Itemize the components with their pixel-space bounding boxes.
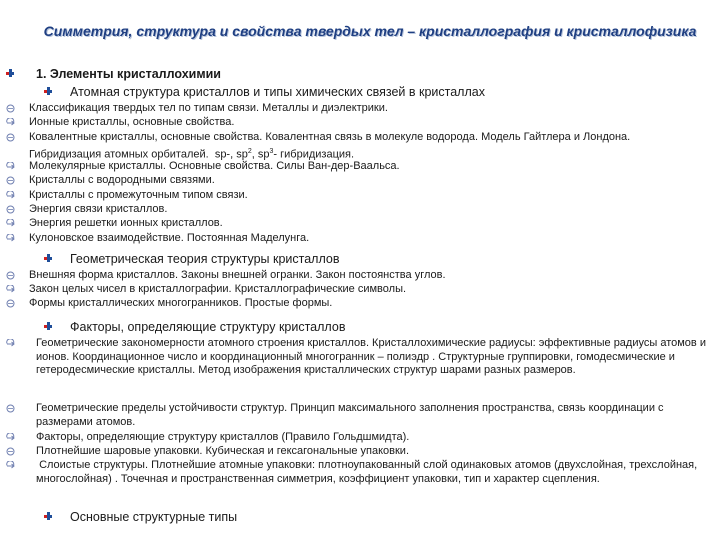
link-arrow-icon[interactable] bbox=[6, 234, 15, 243]
hybrid-suffix: - гибридизация. bbox=[273, 148, 355, 161]
list-item[interactable]: Ионные кристаллы, основные свойства. bbox=[29, 116, 235, 128]
subsection-heading: Геометрическая теория структуры кристаллов bbox=[70, 252, 340, 266]
list-item[interactable]: Слоистые структуры. Плотнейшие атомные упаковки: плотноупакованный слой одинаковых атомов (двухслойная, трехслойная, многослойная) . Точечная и пространственная симметрия, коэффициент упаковки, тип и характер сцепления. bbox=[36, 459, 701, 485]
hybrid-sp: sp-, bbox=[214, 148, 234, 161]
link-circle-icon[interactable] bbox=[6, 176, 15, 185]
section-heading: 1. Элементы кристаллохимии bbox=[36, 67, 221, 81]
subsection-heading: Факторы, определяющие структуру кристаллов bbox=[70, 320, 346, 334]
hybrid-sp2: sp bbox=[236, 148, 248, 161]
page-title: Симметрия, структура и свойства твердых тел – кристаллография и кристаллофизика bbox=[43, 23, 697, 39]
square-bullet-icon bbox=[44, 322, 52, 330]
list-item[interactable]: Плотнейшие шаровые упаковки. Кубическая и гексагональные упаковки. bbox=[36, 445, 410, 457]
link-arrow-icon[interactable] bbox=[6, 118, 15, 127]
link-circle-icon[interactable] bbox=[6, 404, 15, 413]
square-bullet-icon bbox=[44, 87, 52, 95]
list-item[interactable]: Энергия решетки ионных кристаллов. bbox=[29, 217, 223, 229]
link-circle-icon[interactable] bbox=[6, 299, 15, 308]
list-item[interactable]: Молекулярные кристаллы. Основные свойства. Силы Ван-дер-Ваальса. bbox=[29, 160, 400, 172]
list-item[interactable]: Ковалентные кристаллы, основные свойства. Ковалентная связь в молекуле водорода. Модель Гайтлера и Лондона. bbox=[29, 131, 631, 143]
link-arrow-icon[interactable] bbox=[6, 433, 15, 442]
link-arrow-icon[interactable] bbox=[6, 191, 15, 200]
list-item[interactable]: Геометрические пределы устойчивости структур. Принцип максимального заполнения пространства, связь координации с размерами атомов. bbox=[36, 402, 664, 428]
hybrid-sep: , bbox=[251, 148, 258, 161]
link-arrow-icon[interactable] bbox=[6, 285, 15, 294]
subsection-heading: Атомная структура кристаллов и типы химических связей в кристаллах bbox=[70, 85, 485, 99]
link-arrow-icon[interactable] bbox=[6, 339, 15, 348]
square-bullet-icon bbox=[44, 254, 52, 262]
link-circle-icon[interactable] bbox=[6, 133, 15, 142]
hybrid-sp3: sp bbox=[257, 148, 270, 161]
square-bullet-icon bbox=[6, 69, 14, 77]
subsection-heading: Основные структурные типы bbox=[70, 510, 238, 524]
list-item[interactable]: Формы кристаллических многогранников. Простые формы. bbox=[29, 297, 333, 309]
link-circle-icon[interactable] bbox=[6, 271, 15, 280]
hybrid-sup2: 2 bbox=[247, 148, 252, 155]
link-circle-icon[interactable] bbox=[6, 205, 15, 214]
link-circle-icon[interactable] bbox=[6, 447, 15, 456]
link-arrow-icon[interactable] bbox=[6, 461, 15, 470]
list-item[interactable]: Кристаллы с промежуточным типом связи. bbox=[29, 189, 248, 201]
list-item[interactable]: Кулоновское взаимодействие. Постоянная Маделунга. bbox=[29, 232, 310, 244]
list-item[interactable]: Факторы, определяющие структуру кристаллов (Правило Гольдшмидта). bbox=[36, 431, 410, 443]
list-item[interactable]: Классификация твердых тел по типам связи. Металлы и диэлектрики. bbox=[29, 102, 388, 114]
list-item[interactable]: Геометрические закономерности атомного строения кристаллов. Кристаллохимические радиусы: эффективные радиусы атомов и ионов. Координационное число и координационный многогранник – полиэдр . Структурные группировки, гомодесмические и гетеродесмические кристаллы. Метод изображения кристаллических структур шарами разных размеров. bbox=[36, 337, 706, 376]
square-bullet-icon bbox=[44, 512, 52, 520]
list-item[interactable]: Закон целых чисел в кристаллографии. Кристаллографические символы. bbox=[29, 283, 407, 295]
link-circle-icon[interactable] bbox=[6, 104, 15, 113]
list-item[interactable]: Кристаллы с водородными связями. bbox=[29, 174, 215, 186]
list-item[interactable]: Внешняя форма кристаллов. Законы внешней огранки. Закон постоянства углов. bbox=[29, 269, 446, 281]
list-item[interactable]: Энергия связи кристаллов. bbox=[29, 203, 168, 215]
hybrid-sup3: 3 bbox=[269, 148, 274, 155]
link-arrow-icon[interactable] bbox=[6, 219, 15, 228]
link-arrow-icon[interactable] bbox=[6, 162, 15, 171]
hybridization-text: Гибридизация атомных орбиталей. bbox=[29, 148, 209, 161]
